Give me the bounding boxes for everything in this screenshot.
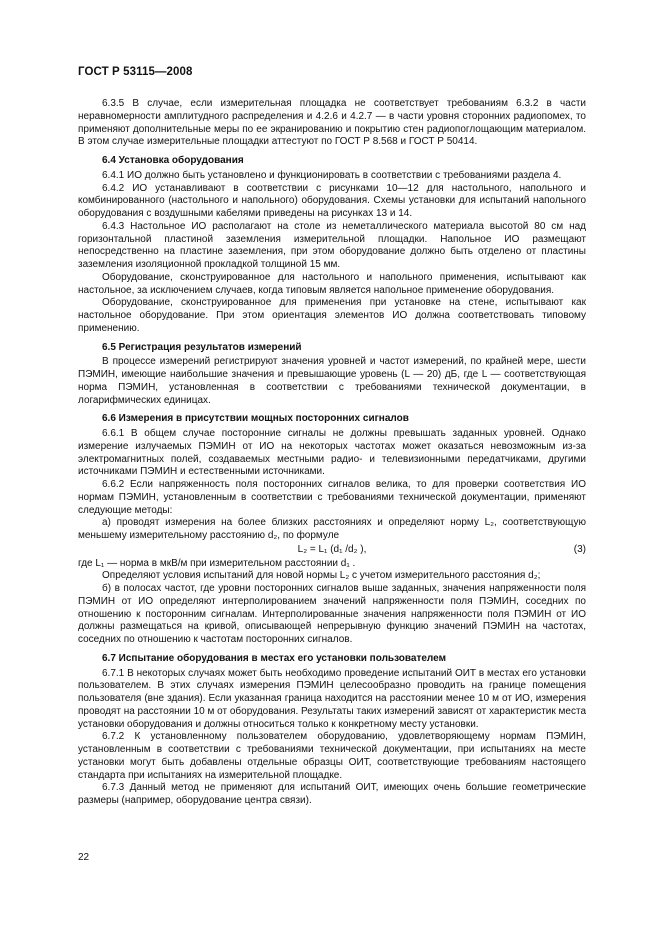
- document-header: ГОСТ Р 53115—2008: [78, 66, 193, 78]
- formula-expression: L₂ = L₁ (d₁ /d₂ ),: [297, 543, 367, 555]
- section-heading-6-6: 6.6 Измерения в присутствии мощных посторонних сигналов: [102, 413, 409, 425]
- page-number: 22: [78, 852, 90, 863]
- formula-3: [78, 544, 586, 557]
- section-heading-6-5: 6.5 Регистрация результатов измерений: [102, 341, 302, 353]
- paragraph-6-6-2-a: а) проводят измерения на более близких расстояниях и определяют норму L₂, соответствующую меньшему измерительному расстоянию d₂, по формуле: [78, 517, 586, 541]
- paragraph-6-7-2: 6.7.2 К установленному пользователем оборудованию, удовлетворяющему нормам ПЭМИН, установленным в соответствии с требованиями технической документации, при испытаниях на месте установки могут быть добавлены отдельные образцы ОИТ, соответствующие требованиям настоящего стандарта при испытаниях на измерительной площадке.: [78, 731, 586, 781]
- paragraph-6-7-1: 6.7.1 В некоторых случаях может быть необходимо проведение испытаний ОИТ в местах его установки пользователем. В этих случаях измерения ПЭМИН целесообразно проводить на границе помещения пользователя (вне здания). Если указанная граница находится на расстоянии менее 10 м от ИО, измерения проводят на расстоянии 10 м от оборудования. Результаты таких измерений зависят от характеристик места установки оборудования и должны относиться только к конкретному месту установки.: [78, 667, 587, 730]
- paragraph-6-5: В процессе измерений регистрируют значения уровней и частот измерений, по крайней мере, шести ПЭМИН, имеющие наибольшие значения и превышающие уровень (L — 20) дБ, где L — соответствующая норма ПЭМИН, установленная в соответствии с требованиями технической документации, в логарифмических единицах.: [78, 356, 586, 406]
- paragraph-6-4-2: 6.4.2 ИО устанавливают в соответствии с рисунками 10—12 для настольного, напольного и комбинированного (настольного и напольного) оборудования. Схемы установки для испытаний напольного оборудования с воздушными кабелями приведены на рисунках 13 и 14.: [78, 182, 586, 219]
- paragraph-6-4-1: 6.4.1 ИО должно быть установлено и функционировать в соответствии с требованиями раздела 4.: [102, 169, 562, 181]
- section-heading-6-4: 6.4 Установка оборудования: [102, 155, 244, 166]
- paragraph-6-6-2-a-2: Определяют условия испытаний для новой нормы L₂ с учетом измерительного расстояния d₂;: [102, 570, 541, 582]
- paragraph-6-7-3: 6.7.3 Данный метод не применяют для испытаний ОИТ, имеющих очень большие геометрические размеры (например, оборудование центра связи).: [78, 782, 586, 806]
- paragraph-6-4-3: 6.4.3 Настольное ИО располагают на столе из неметаллического материала высотой 80 см над горизонтальной пластиной заземления измерительной площадки. Напольное ИО размещают непосредственно на пластине заземления, при этом оборудование должно быть отделено от пластины заземления изоляционной прокладкой толщиной 15 мм.: [78, 220, 586, 270]
- paragraph-6-4-3-c: Оборудование, сконструированное для применения при установке на стене, испытывают как настольное оборудование. При этом ориентация элементов ИО должна соответствовать типовому применению.: [78, 297, 586, 334]
- section-heading-6-7: 6.7 Испытание оборудования в местах его установки пользователем: [102, 652, 446, 664]
- paragraph-6-6-2-b: б) в полосах частот, где уровни посторонних сигналов выше заданных, значения напряженности поля ПЭМИН от ИО определяют интерполированием значений напряженности поля ПЭМИН, соседних по отношению к посторонним сигналам. Интерполированные значения напряженности поля ПЭМИН от ИО должны размещаться на кривой, описывающей непрерывную функцию значений ПЭМИН на частотах, соседних по отношению к частотам посторонних сигналов.: [78, 583, 586, 645]
- paragraph-6-6-2: 6.6.2 Если напряженность поля посторонних сигналов велика, то для проверки соответствия ИО нормам ПЭМИН, установленным в соответствии с требованиями технической документации, применяют следующие методы:: [78, 479, 586, 516]
- paragraph-6-4-3-b: Оборудование, сконструированное для настольного и напольного применения, испытывают как настольное, за исключением случаев, когда типовым является напольное применение оборудования.: [78, 271, 586, 296]
- formula-number: (3): [573, 543, 586, 555]
- paragraph-6-3-5: 6.3.5 В случае, если измерительная площадка не соответствует требованиям 6.3.2 в части неравномерности амплитудного распределения и 4.2.6 и 4.2.7 — в части уровня сторонних радиопомех, то применяют дополнительные меры по ее экранированию и покрытию стен радиопоглощающим материалом. В этом случае измерительные площадки аттестуют по ГОСТ Р 8.568 и ГОСТ Р 50414.: [78, 98, 586, 148]
- paragraph-6-6-1: 6.6.1 В общем случае посторонние сигналы не должны превышать заданных уровней. Однако измерение излучаемых ПЭМИН от ИО на некоторых частотах может оказаться невозможным из-за электромагнитных полей, создаваемых местными радио- и телевизионными передатчиками, другими источниками ПЭМИН и естественными источниками.: [78, 428, 586, 478]
- paragraph-where: где L₁ — норма в мкВ/м при измерительном расстоянии d₁ .: [78, 557, 356, 569]
- document-body: [78, 98, 586, 808]
